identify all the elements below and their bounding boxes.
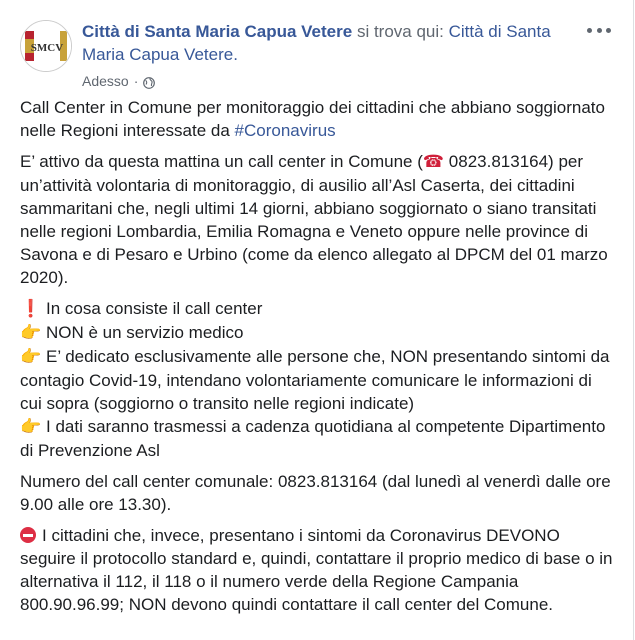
call-center-list: [20, 297, 618, 462]
warning-paragraph: [20, 524, 618, 616]
timestamp-link[interactable]: Adesso: [82, 73, 129, 89]
call-center-number-text: Numero del call center comunale: 0823.813164 (dal lunedì al venerdì dalle ore 9.00 alle ore 13.30).: [20, 472, 611, 514]
page-name-link[interactable]: Città di Santa Maria Capua Vetere: [82, 22, 353, 41]
post-title-line: [82, 20, 582, 66]
avatar[interactable]: [20, 20, 72, 72]
meta-separator: ·: [133, 73, 139, 89]
globe-icon[interactable]: [143, 75, 155, 87]
telephone-icon: ☎: [422, 152, 445, 172]
post-meta: [82, 72, 155, 90]
pointing-hand-icon: 👉: [20, 347, 42, 367]
pointing-hand-icon: 👉: [20, 417, 42, 437]
city-crest-logo: [21, 21, 71, 71]
list-item-text: NON è un servizio medico: [46, 323, 244, 342]
list-heading-text: In cosa consiste il call center: [46, 299, 263, 318]
location-link[interactable]: Città di Santa Maria Capua Vetere.: [82, 22, 551, 64]
list-item-text: E’ dedicato esclusivamente alle persone che, NON presentando sintomi da contagio Covid-19, intendano volontariamente comunicare le informazioni di cui sopra (soggiorno o transito nelle regioni indicate): [20, 347, 610, 413]
more-options-icon[interactable]: [587, 20, 611, 40]
pointing-hand-icon: 👉: [20, 323, 42, 343]
description-text-start: E’ attivo da questa mattina un call center in Comune (: [20, 152, 423, 171]
list-item-text: I dati saranno trasmessi a cadenza quotidiana al competente Dipartimento di Prevenzione Asl: [20, 417, 606, 460]
svg-text:SMCV: SMCV: [30, 42, 64, 54]
description-paragraph: [20, 150, 618, 289]
intro-text: Call Center in Comune per monitoraggio dei cittadini che abbiano soggiornato nelle Regioni interessate da: [20, 98, 605, 140]
is-at-text: si trova qui:: [356, 22, 444, 41]
list-heading: [20, 297, 618, 321]
call-center-number-paragraph: [20, 470, 618, 516]
description-text-end: 0823.813164) per un’attività volontaria di monitoraggio, di ausilio all’Asl Caserta, dei cittadini sammaritani che, negli ultimi 14 giorni, abbiano soggiornato o siano transitati nelle regioni Lombardia, Emilia Romagna e Veneto oppure nelle province di Savona e di Pesaro e Urbino (come da elenco allegato al DPCM del 01 marzo 2020).: [20, 152, 608, 287]
list-item: [20, 321, 618, 345]
post-header: [20, 18, 613, 88]
warning-text: I cittadini che, invece, presentano i sintomi da Coronavirus DEVONO seguire il protocollo standard e, quindi, contattare il proprio medico di base o in alternativa il 112, il 118 o il numero verde della Regione Campania 800.90.96.99; NON devono quindi contattare il call center del Comune.: [20, 526, 613, 614]
exclamation-icon: ❗: [20, 299, 42, 319]
no-entry-icon: [20, 527, 36, 543]
coronavirus-hashtag-link[interactable]: #Coronavirus: [234, 121, 336, 140]
list-item: [20, 345, 618, 415]
post-body: [20, 96, 618, 624]
list-item: [20, 415, 618, 462]
intro-paragraph: [20, 96, 618, 142]
